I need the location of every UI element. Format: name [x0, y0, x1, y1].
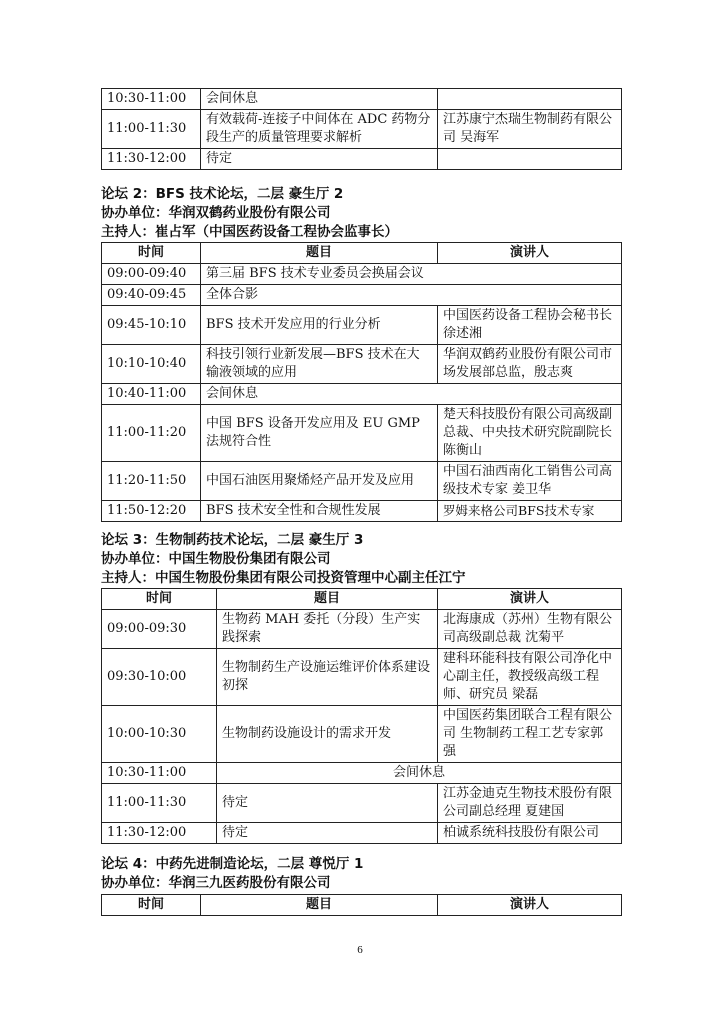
- table-row: [102, 784, 622, 823]
- table-header-row: [102, 589, 622, 610]
- speaker-cell: 中国医药设备工程协会秘书长 徐述湘: [438, 306, 622, 345]
- topic-cell: 会间休息: [201, 89, 438, 110]
- time-cell: 09:45-10:10: [102, 306, 201, 345]
- topic-cell: 生物药 MAH 委托（分段）生产实践探索: [217, 610, 438, 649]
- time-cell: 10:10-10:40: [102, 345, 201, 384]
- topic-cell: BFS 技术安全性和合规性发展: [201, 501, 438, 522]
- header-topic: 题目: [201, 243, 438, 264]
- table-row: [102, 706, 622, 763]
- time-cell: 11:30-12:00: [102, 149, 201, 170]
- speaker-cell: 江苏金迪克生物技术股份有限公司副总经理 夏建国: [438, 784, 622, 823]
- forum4-schedule-table: [101, 894, 622, 916]
- speaker-cell: 罗姆来格公司BFS技术专家: [438, 501, 622, 522]
- time-cell: 11:30-12:00: [102, 823, 217, 844]
- header-topic: 题目: [201, 895, 438, 916]
- topic-cell: 待定: [217, 784, 438, 823]
- forum3-title: 论坛 3：生物制药技术论坛，二层 豪生厅 3: [101, 532, 364, 548]
- time-cell: 10:30-11:00: [102, 89, 201, 110]
- time-cell: 10:30-11:00: [102, 763, 217, 784]
- table-row: [102, 384, 622, 405]
- forum3-host: 主持人：中国生物股份集团有限公司投资管理中心副主任江宁: [101, 570, 466, 586]
- topic-cell: 有效载荷-连接子中间体在 ADC 药物分段生产的质量管理要求解析: [201, 110, 438, 149]
- speaker-cell: 中国医药集团联合工程有限公司 生物制药工程工艺专家郭强: [438, 706, 622, 763]
- table-row: [102, 264, 622, 285]
- table-row: [102, 649, 622, 706]
- time-cell: 10:40-11:00: [102, 384, 201, 405]
- table-row: [102, 89, 622, 110]
- forum4-co-organizer: 协办单位：华润三九医药股份有限公司: [101, 875, 331, 891]
- topic-cell: 中国 BFS 设备开发应用及 EU GMP 法规符合性: [201, 405, 438, 462]
- time-cell: 10:00-10:30: [102, 706, 217, 763]
- table-row: [102, 462, 622, 501]
- time-cell: 09:00-09:30: [102, 610, 217, 649]
- page-number: 6: [357, 944, 363, 956]
- header-time: 时间: [102, 589, 217, 610]
- table-header-row: [102, 895, 622, 916]
- topic-cell: 生物制药设施设计的需求开发: [217, 706, 438, 763]
- header-topic: 题目: [217, 589, 438, 610]
- time-cell: 09:30-10:00: [102, 649, 217, 706]
- topic-cell: 中国石油医用聚烯烃产品开发及应用: [201, 462, 438, 501]
- speaker-cell: 北海康成（苏州）生物有限公司高级副总裁 沈菊平: [438, 610, 622, 649]
- speaker-cell: [438, 149, 622, 170]
- forum2-co-organizer: 协办单位：华润双鹤药业股份有限公司: [101, 205, 331, 221]
- table-row: [102, 823, 622, 844]
- table-row: [102, 405, 622, 462]
- header-speaker: 演讲人: [438, 243, 622, 264]
- forum2-host: 主持人：崔占军（中国医药设备工程协会监事长）: [101, 224, 398, 240]
- table-header-row: [102, 243, 622, 264]
- table-row: [102, 306, 622, 345]
- forum2-title: 论坛 2：BFS 技术论坛，二层 豪生厅 2: [101, 186, 344, 202]
- table-row: [102, 110, 622, 149]
- topic-cell: 全体合影: [201, 285, 622, 306]
- speaker-cell: 江苏康宁杰瑞生物制药有限公司 吴海军: [438, 110, 622, 149]
- time-cell: 09:40-09:45: [102, 285, 201, 306]
- table-row: [102, 149, 622, 170]
- topic-cell: 待定: [201, 149, 438, 170]
- forum3-co-organizer: 协办单位：中国生物股份集团有限公司: [101, 551, 331, 567]
- time-cell: 11:50-12:20: [102, 501, 201, 522]
- table-row: [102, 610, 622, 649]
- header-speaker: 演讲人: [438, 589, 622, 610]
- forum4-title: 论坛 4：中药先进制造论坛，二层 尊悦厅 1: [101, 856, 364, 872]
- header-time: 时间: [102, 895, 201, 916]
- topic-cell: 会间休息: [217, 763, 622, 784]
- forum3-schedule-table: [101, 588, 622, 844]
- topic-cell: 生物制药生产设施运维评价体系建设初探: [217, 649, 438, 706]
- header-time: 时间: [102, 243, 201, 264]
- time-cell: 11:20-11:50: [102, 462, 201, 501]
- table-row: [102, 501, 622, 522]
- table-row: [102, 345, 622, 384]
- speaker-cell: 建科环能科技有限公司净化中心副主任，教授级高级工程师、研究员 梁磊: [438, 649, 622, 706]
- time-cell: 09:00-09:40: [102, 264, 201, 285]
- time-cell: 11:00-11:30: [102, 110, 201, 149]
- time-cell: 11:00-11:30: [102, 784, 217, 823]
- header-speaker: 演讲人: [438, 895, 622, 916]
- speaker-cell: 楚天科技股份有限公司高级副总裁、中央技术研究院副院长 陈衡山: [438, 405, 622, 462]
- speaker-cell: 柏诚系统科技股份有限公司: [438, 823, 622, 844]
- speaker-cell: 华润双鹤药业股份有限公司市场发展部总监，殷志爽: [438, 345, 622, 384]
- table-row: [102, 763, 622, 784]
- table-row: [102, 285, 622, 306]
- topic-cell: 待定: [217, 823, 438, 844]
- time-cell: 11:00-11:20: [102, 405, 201, 462]
- schedule-table-continued: [101, 88, 622, 170]
- topic-cell: 科技引领行业新发展—BFS 技术在大输液领域的应用: [201, 345, 438, 384]
- topic-cell: 第三届 BFS 技术专业委员会换届会议: [201, 264, 622, 285]
- topic-cell: 会间休息: [201, 384, 622, 405]
- speaker-cell: [438, 89, 622, 110]
- topic-cell: BFS 技术开发应用的行业分析: [201, 306, 438, 345]
- forum2-schedule-table: [101, 242, 622, 522]
- speaker-cell: 中国石油西南化工销售公司高级技术专家 姜卫华: [438, 462, 622, 501]
